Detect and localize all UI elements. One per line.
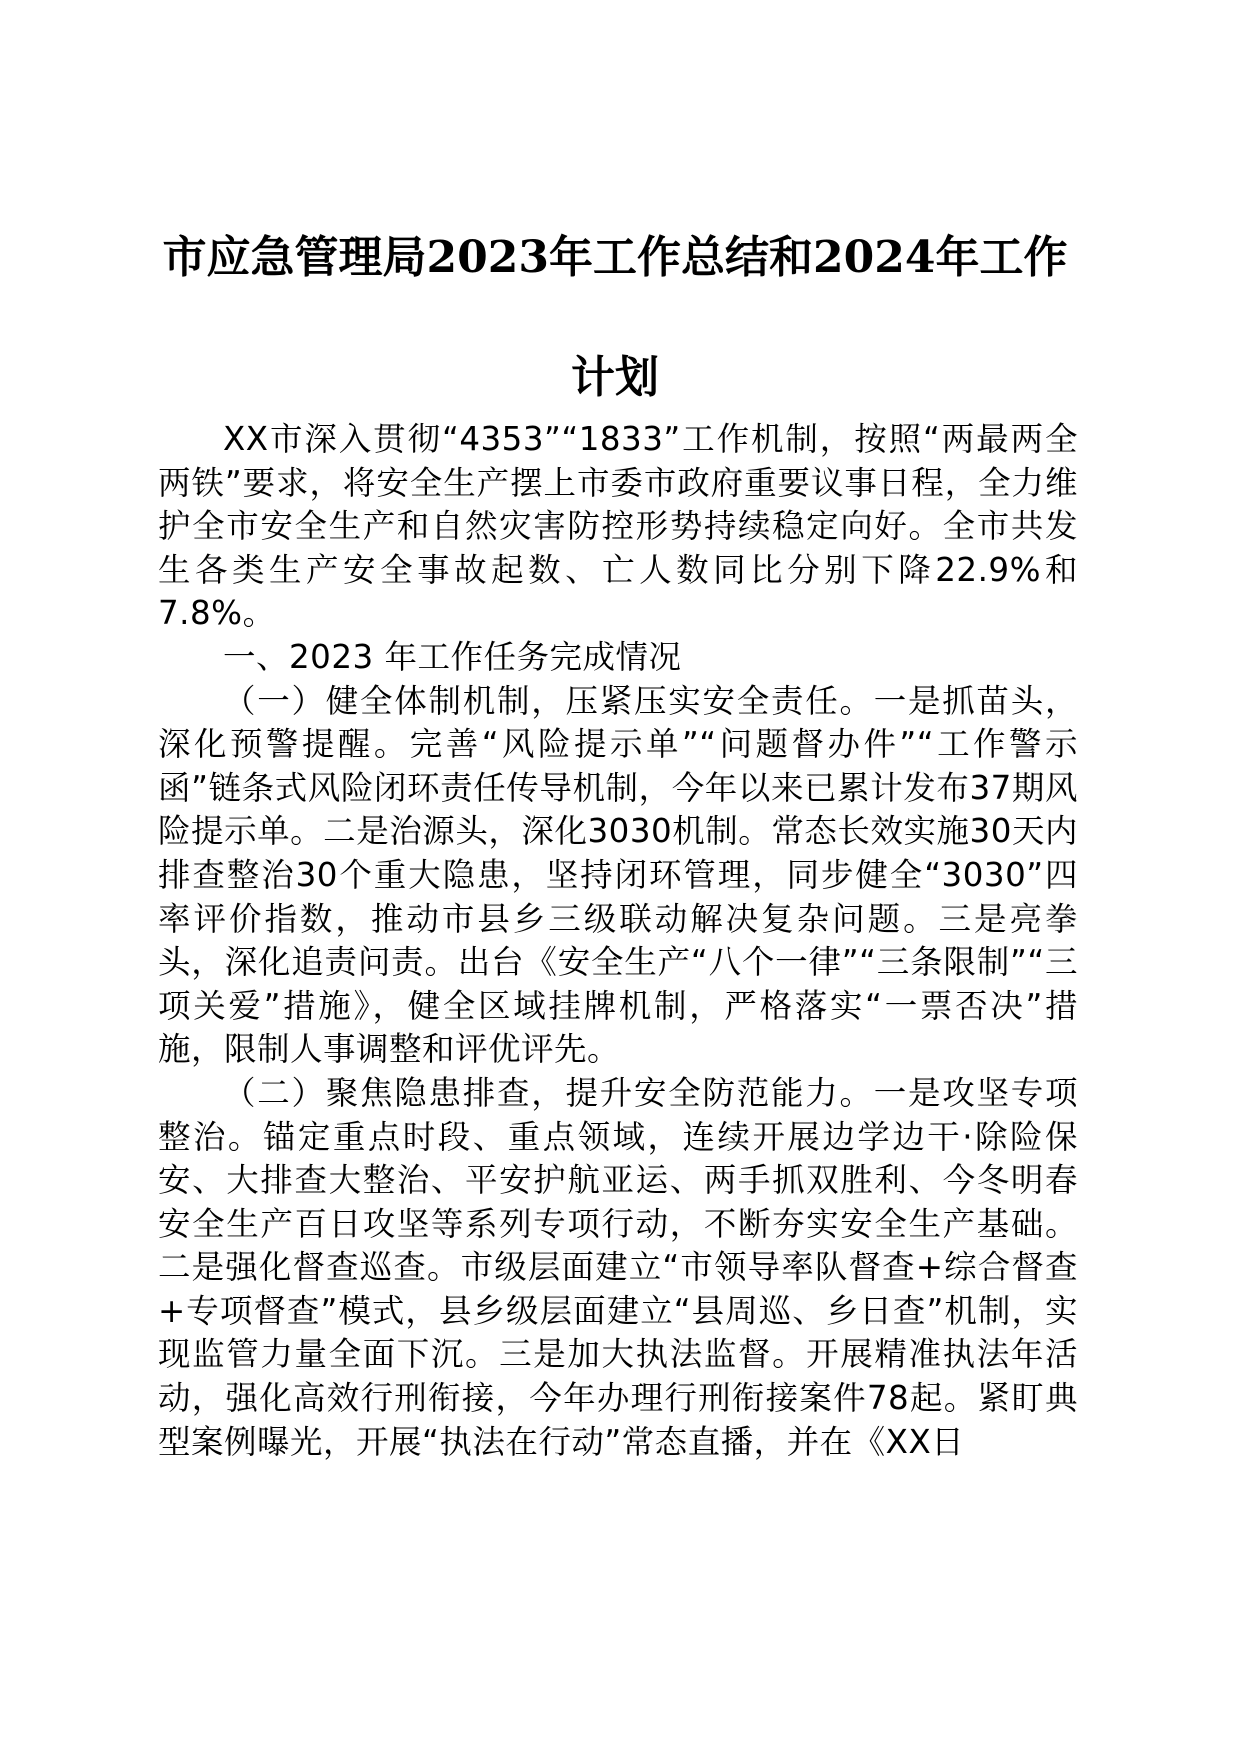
section-1-heading: 一、2023 年工作任务完成情况 [223, 637, 682, 676]
document-title-line-2: 计划 [571, 352, 659, 403]
document-body [158, 418, 1078, 1464]
subsection-2-paragraph: （二）聚焦隐患排查，提升安全防范能力。一是攻坚专项整治。锚定重点时段、重点领域，连续开展边学边干·除险保安、大排查大整治、平安护航亚运、两手抓双胜利、今冬明春安全生产百日攻坚等系列专项行动，不断夯实安全生产基础。二是强化督查巡查。市级层面建立“市领导率队督查+综合督查+专项督查”模式，县乡级层面建立“县周巡、乡日查”机制，实现监管力量全面下沉。三是加大执法监督。开展精准执法年活动，强化高效行刑衔接，今年办理行刑衔接案件78起。紧盯典型案例曝光，开展“执法在行动”常态直播，并在《XX日 [158, 1073, 1078, 1461]
subsection-1-paragraph: （一）健全体制机制，压紧压实安全责任。一是抓苗头，深化预警提醒。完善“风险提示单”“问题督办件”“工作警示函”链条式风险闭环责任传导机制，今年以来已累计发布37期风险提示单。二是治源头，深化3030机制。常态长效实施30天内排查整治30个重大隐患，坚持闭环管理，同步健全“3030”四率评价指数，推动市县乡三级联动解决复杂问题。三是亮拳头，深化追责问责。出台《安全生产“八个一律”“三条限制”“三项关爱”措施》，健全区域挂牌机制，严格落实“一票否决”措施，限制人事调整和评优评先。 [158, 681, 1078, 1069]
intro-paragraph: XX市深入贯彻“4353”“1833”工作机制，按照“两最两全两铁”要求，将安全生产摆上市委市政府重要议事日程，全力维护全市安全生产和自然灾害防控形势持续稳定向好。全市共发生各类生产安全事故起数、亡人数同比分别下降22.9%和7.8%。 [158, 420, 1078, 633]
document-title-line-1: 市应急管理局2023年工作总结和2024年工作 [162, 232, 1068, 283]
